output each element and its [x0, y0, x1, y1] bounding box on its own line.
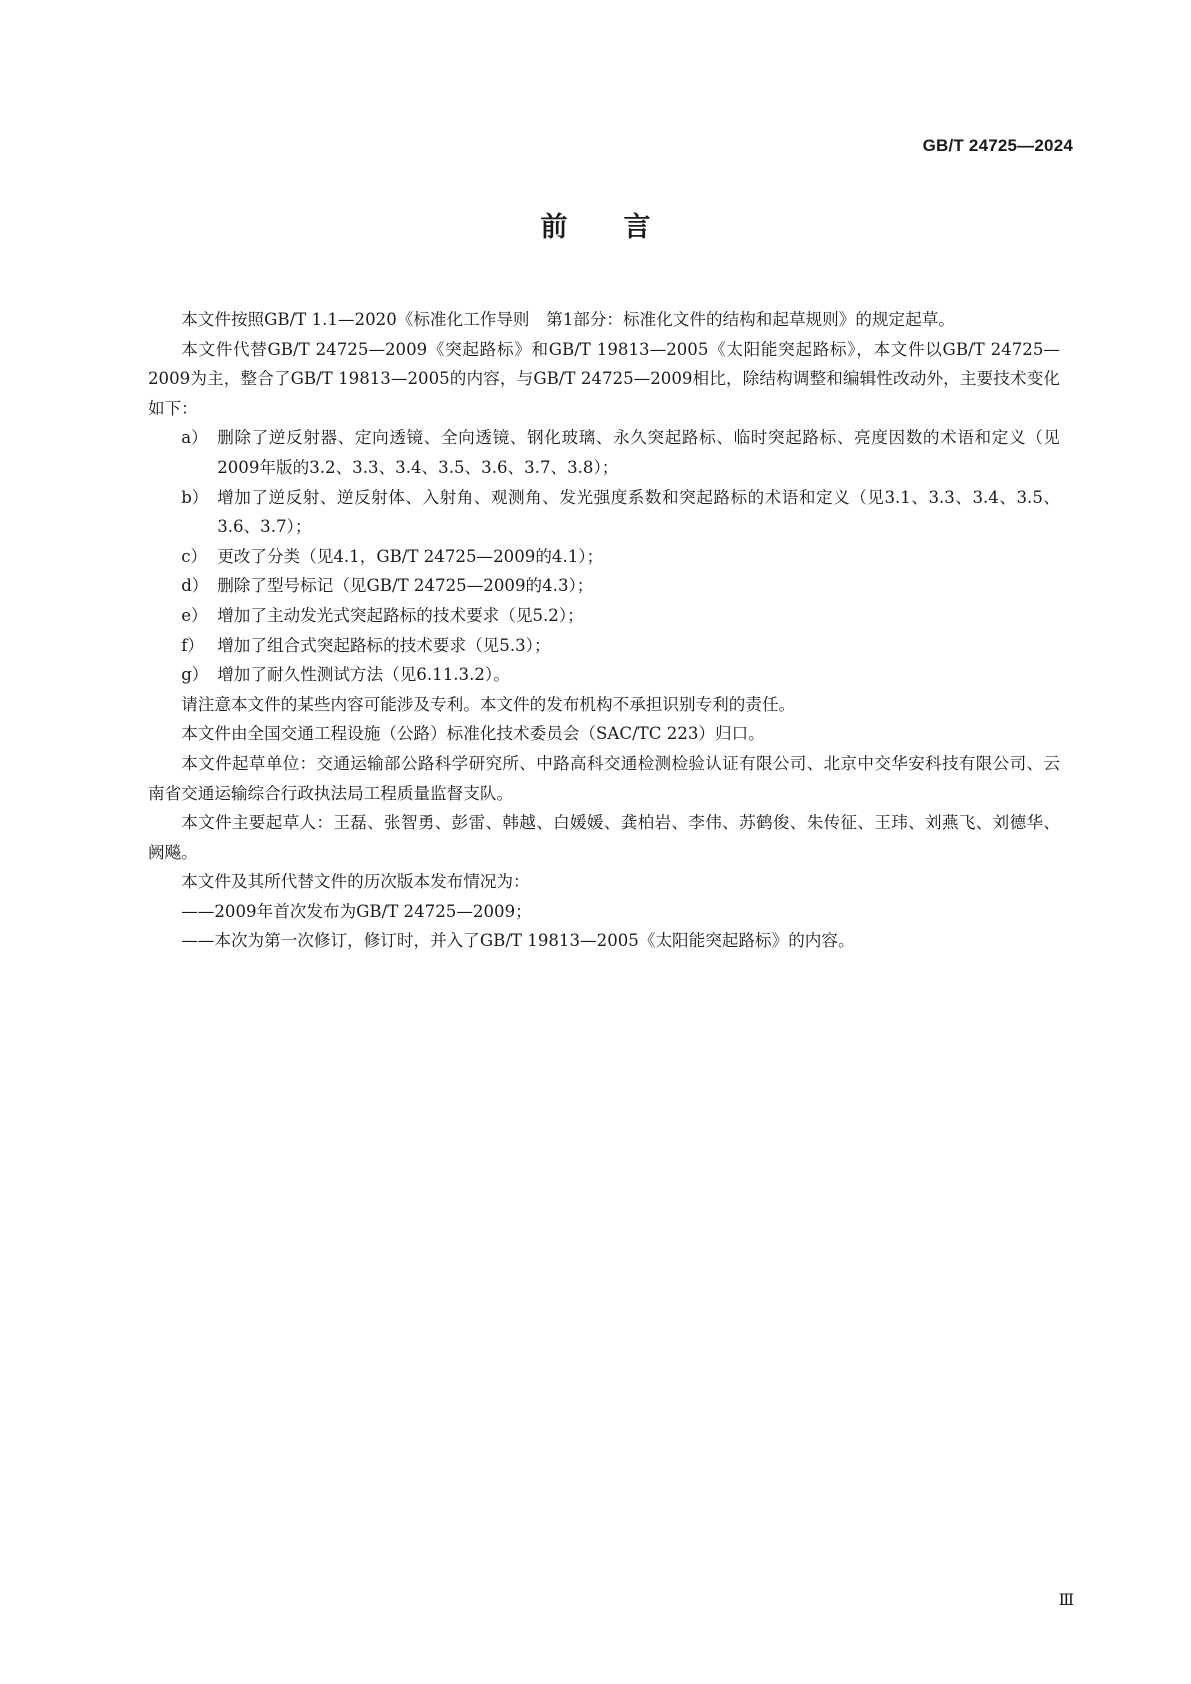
document-code: GB/T 24725—2024 [922, 136, 1073, 155]
list-item [148, 601, 1060, 631]
paragraph-patent-notice: 请注意本文件的某些内容可能涉及专利。本文件的发布机构不承担识别专利的责任。 [181, 694, 796, 714]
list-text: 增加了逆反射、逆反射体、入射角、观测角、发光强度系数和突起路标的术语和定义（见3.1、3.3、3.4、3.5、3.6、3.7）； [217, 487, 1060, 537]
list-marker: f） [181, 635, 204, 655]
list-marker: g） [181, 665, 209, 685]
page-number: Ⅲ [1058, 1590, 1074, 1609]
list-item [148, 571, 1060, 601]
list-item [148, 542, 1060, 572]
paragraph-drafting-rule: 本文件按照GB/T 1.1—2020《标准化工作导则 第1部分：标准化文件的结构和起草规则》的规定起草。 [181, 310, 955, 329]
list-text: 增加了主动发光式突起路标的技术要求（见5.2）； [217, 605, 584, 625]
list-marker: b） [181, 487, 209, 507]
list-text: 删除了型号标记（见GB/T 24725—2009的4.3）； [217, 576, 594, 596]
paragraph-replacement: 本文件代替GB/T 24725—2009《突起路标》和GB/T 19813—2005《太阳能突起路标》，本文件以GB/T 24725—2009为主，整合了GB/T 19813—2005的内容，与GB/T 24725—2009相比，除结构调整和编辑性改动外，主要技术变化如下： [148, 339, 1060, 418]
paragraph-history-intro: 本文件及其所代替文件的历次版本发布情况为： [181, 872, 530, 892]
list-marker: d） [181, 576, 209, 596]
paragraph-drafters: 本文件主要起草人：王磊、张智勇、彭雷、韩越、白媛媛、龚柏岩、李伟、苏鹤俊、朱传征、王玮、刘燕飞、刘德华、阙飚。 [148, 813, 1060, 862]
paragraph-drafting-units: 本文件起草单位：交通运输部公路科学研究所、中路高科交通检测检验认证有限公司、北京中交华安科技有限公司、云南省交通运输综合行政执法局工程质量监督支队。 [148, 753, 1060, 803]
list-item [148, 423, 1060, 482]
list-item [148, 660, 1060, 690]
history-item: ——2009年首次发布为GB/T 24725—2009； [181, 901, 532, 921]
list-text: 增加了组合式突起路标的技术要求（见5.3）； [217, 635, 551, 655]
list-marker: c） [181, 546, 208, 566]
history-item: ——本次为第一次修订，修订时，并入了GB/T 19813—2005《太阳能突起路标》的内容。 [181, 931, 855, 951]
foreword-body [148, 305, 1060, 956]
page-title: 前言 [540, 212, 707, 243]
list-item [148, 631, 1060, 661]
list-marker: a） [181, 428, 208, 448]
list-marker: e） [181, 605, 208, 625]
list-text: 更改了分类（见4.1，GB/T 24725—2009的4.1）； [217, 546, 604, 566]
list-item [148, 483, 1060, 542]
paragraph-committee: 本文件由全国交通工程设施（公路）标准化技术委员会（SAC/TC 223）归口。 [181, 724, 765, 744]
list-text: 增加了耐久性测试方法（见6.11.3.2）。 [217, 665, 510, 685]
list-text: 删除了逆反射器、定向透镜、全向透镜、钢化玻璃、永久突起路标、临时突起路标、亮度因数的术语和定义（见2009年版的3.2、3.3、3.4、3.5、3.6、3.7、3.8）； [217, 428, 1060, 477]
